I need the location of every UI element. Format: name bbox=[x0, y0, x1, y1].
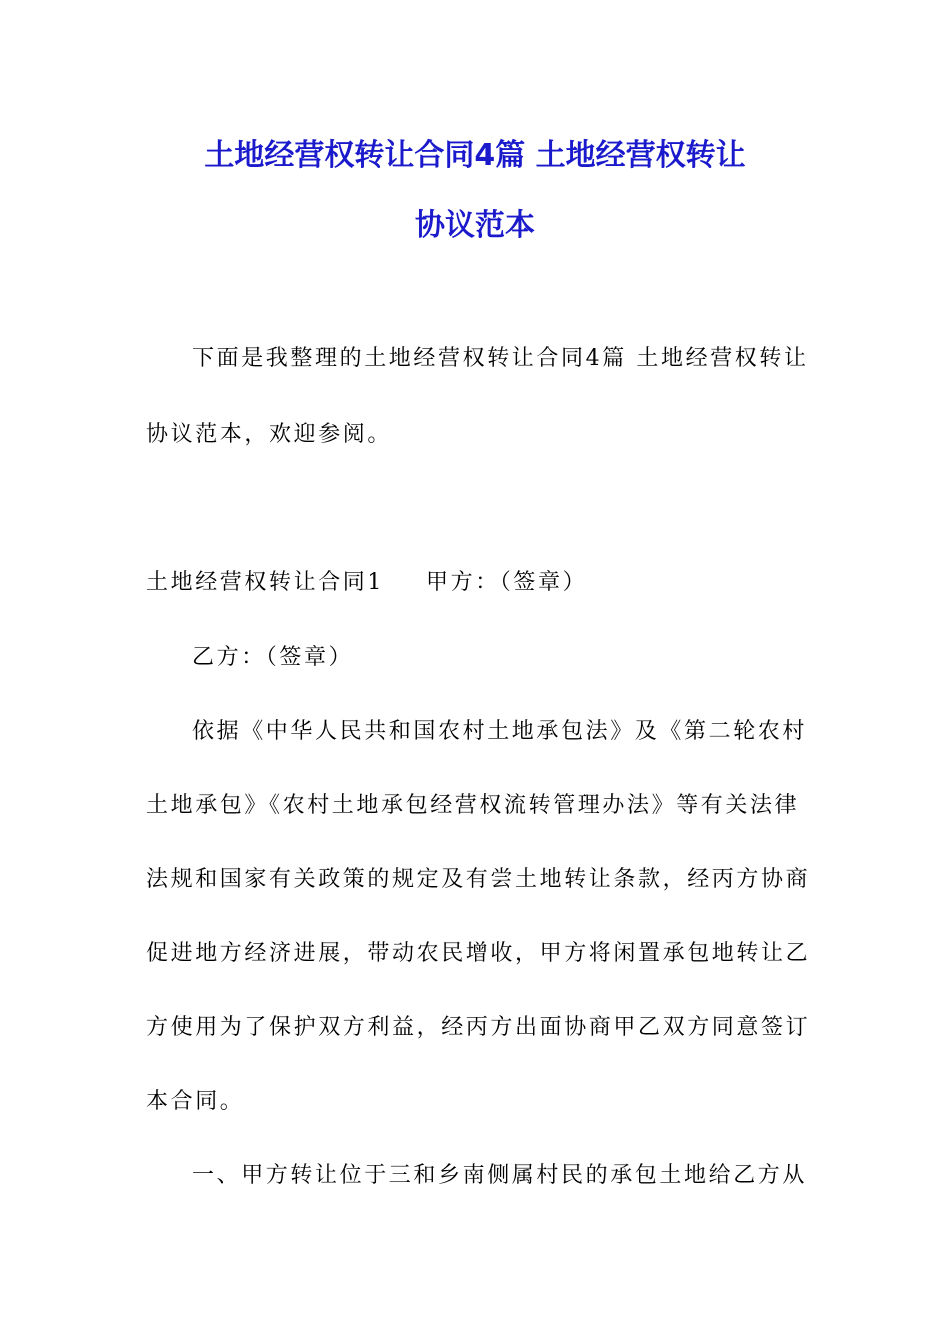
paragraph-line: 依据《中华人民共和国农村土地承包法》及《第二轮农村 bbox=[192, 719, 808, 744]
contract-heading: 土地经营权转让合同1 bbox=[146, 570, 384, 595]
document-title-line-1: 土地经营权转让合同4篇 土地经营权转让 bbox=[204, 138, 746, 173]
intro-line-1: 下面是我整理的土地经营权转让合同4篇 土地经营权转让 bbox=[192, 346, 809, 371]
clause-1-line: 一、甲方转让位于三和乡南侧属村民的承包土地给乙方从 bbox=[192, 1163, 808, 1188]
party-a-signature: 甲方：（签章） bbox=[426, 570, 588, 595]
party-b-signature: 乙方：（签章） bbox=[192, 645, 354, 670]
paragraph-line: 法规和国家有关政策的规定及有尝土地转让条款，经丙方协商 bbox=[146, 867, 811, 892]
paragraph-line: 方使用为了保护双方利益，经丙方出面协商甲乙双方同意签订 bbox=[146, 1015, 811, 1040]
paragraph-line: 促进地方经济进展，带动农民增收，甲方将闲置承包地转让乙 bbox=[146, 941, 811, 966]
document-title-line-2: 协议范本 bbox=[415, 208, 535, 243]
intro-line-2: 协议范本，欢迎参阅。 bbox=[146, 422, 393, 447]
paragraph-line: 本合同。 bbox=[146, 1089, 245, 1114]
paragraph-line: 土地承包》《农村土地承包经营权流转管理办法》等有关法律 bbox=[146, 793, 800, 818]
